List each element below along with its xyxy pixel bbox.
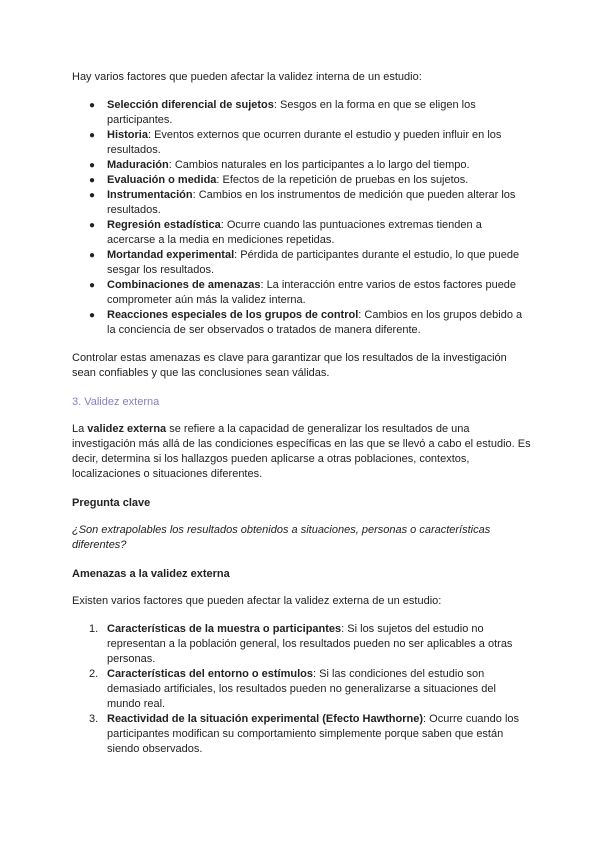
factor-desc: : Cambios naturales en los participantes a lo largo del tiempo. [168, 159, 470, 171]
bullet-icon: ● [89, 190, 96, 201]
factor-term: Características del entorno o estímulos [107, 668, 314, 680]
internal-validity-intro: Hay varios factores que pueden afectar la validez interna de un estudio: [72, 71, 422, 83]
list-item [72, 622, 532, 667]
item-number: 1. [89, 623, 99, 635]
bullet-icon: ● [89, 100, 96, 111]
factor-term: Evaluación o medida [107, 174, 217, 186]
bullet-icon: ● [89, 310, 96, 321]
factor-term: Características de la muestra o participantes [107, 623, 342, 635]
internal-factors-list [72, 98, 532, 338]
list-item [72, 278, 532, 308]
factor-term: Historia [107, 129, 148, 141]
factor-desc: : Pérdida de participantes durante el estudio, lo que puede sesgar los resultados. [107, 249, 520, 276]
definition-prefix: La [72, 423, 88, 435]
item-number: 2. [89, 668, 99, 680]
list-item [72, 712, 532, 757]
list-item [72, 158, 532, 173]
definition-term: validez externa [87, 423, 167, 435]
bullet-icon: ● [89, 175, 96, 186]
factor-desc: : Eventos externos que ocurren durante el estudio y pueden influir en los resultados. [107, 129, 502, 156]
factor-desc: : La interacción entre varios de estos factores puede comprometer aún más la validez interna. [107, 279, 517, 306]
list-item [72, 218, 532, 248]
section-heading: 3. Validez externa [72, 396, 160, 408]
document-page [72, 62, 532, 757]
key-question-title: Pregunta clave [72, 497, 151, 509]
factor-term: Maduración [107, 159, 169, 171]
key-question: ¿Son extrapolables los resultados obtenidos a situaciones, personas o características diferentes? [72, 524, 491, 551]
list-item [72, 98, 532, 128]
control-paragraph: Controlar estas amenazas es clave para garantizar que los resultados de la investigación sean confiables y que las conclusiones sean válidas. [72, 352, 507, 379]
factor-term: Reacciones especiales de los grupos de control [107, 309, 359, 321]
factor-desc: : Cambios en los grupos debido a la conciencia de ser observados o tratados de manera diferente. [107, 309, 523, 336]
bullet-icon: ● [89, 160, 96, 171]
bullet-icon: ● [89, 280, 96, 291]
list-item [72, 128, 532, 158]
external-factors-list [72, 622, 532, 757]
factor-term: Instrumentación [107, 189, 193, 201]
factor-term: Regresión estadística [107, 219, 221, 231]
factor-desc: : Si las condiciones del estudio son demasiado artificiales, los resultados pueden no generalizarse a situaciones del mundo real. [107, 668, 496, 710]
factor-desc: : Si los sujetos del estudio no representan a la población general, los resultados pueden no ser aplicables a otras personas. [107, 623, 513, 665]
bullet-icon: ● [89, 250, 96, 261]
list-item [72, 173, 532, 188]
item-number: 3. [89, 713, 99, 725]
factor-term: Selección diferencial de sujetos [107, 99, 274, 111]
list-item [72, 188, 532, 218]
definition-rest: se refiere a la capacidad de generalizar los resultados de una investigación más allá de las condiciones específicas en las que se llevó a cabo el estudio. Es decir, determina si los hallazgos pueden aplicarse a otras poblaciones, contextos, localizaciones o situaciones diferentes. [72, 423, 531, 480]
bullet-icon: ● [89, 130, 96, 141]
list-item [72, 308, 532, 338]
list-item [72, 667, 532, 712]
factor-desc: : Ocurre cuando los participantes modifican su comportamiento simplemente porque saben que están siendo observados. [107, 713, 520, 755]
list-item [72, 248, 532, 278]
factor-desc: : Sesgos en la forma en que se eligen los participantes. [107, 99, 476, 126]
factor-term: Mortandad experimental [107, 249, 235, 261]
factor-term: Reactividad de la situación experimental (Efecto Hawthorne) [107, 713, 424, 725]
factor-term: Combinaciones de amenazas [107, 279, 261, 291]
factor-desc: : Efectos de la repetición de pruebas en los sujetos. [216, 174, 469, 186]
external-validity-definition [72, 422, 532, 482]
threats-intro: Existen varios factores que pueden afectar la validez externa de un estudio: [72, 595, 442, 607]
factor-desc: : Ocurre cuando las puntuaciones extremas tienden a acercarse a la media en mediciones repetidas. [107, 219, 482, 246]
factor-desc: : Cambios en los instrumentos de medición que pueden alterar los resultados. [107, 189, 516, 216]
threats-title: Amenazas a la validez externa [72, 568, 230, 580]
bullet-icon: ● [89, 220, 96, 231]
